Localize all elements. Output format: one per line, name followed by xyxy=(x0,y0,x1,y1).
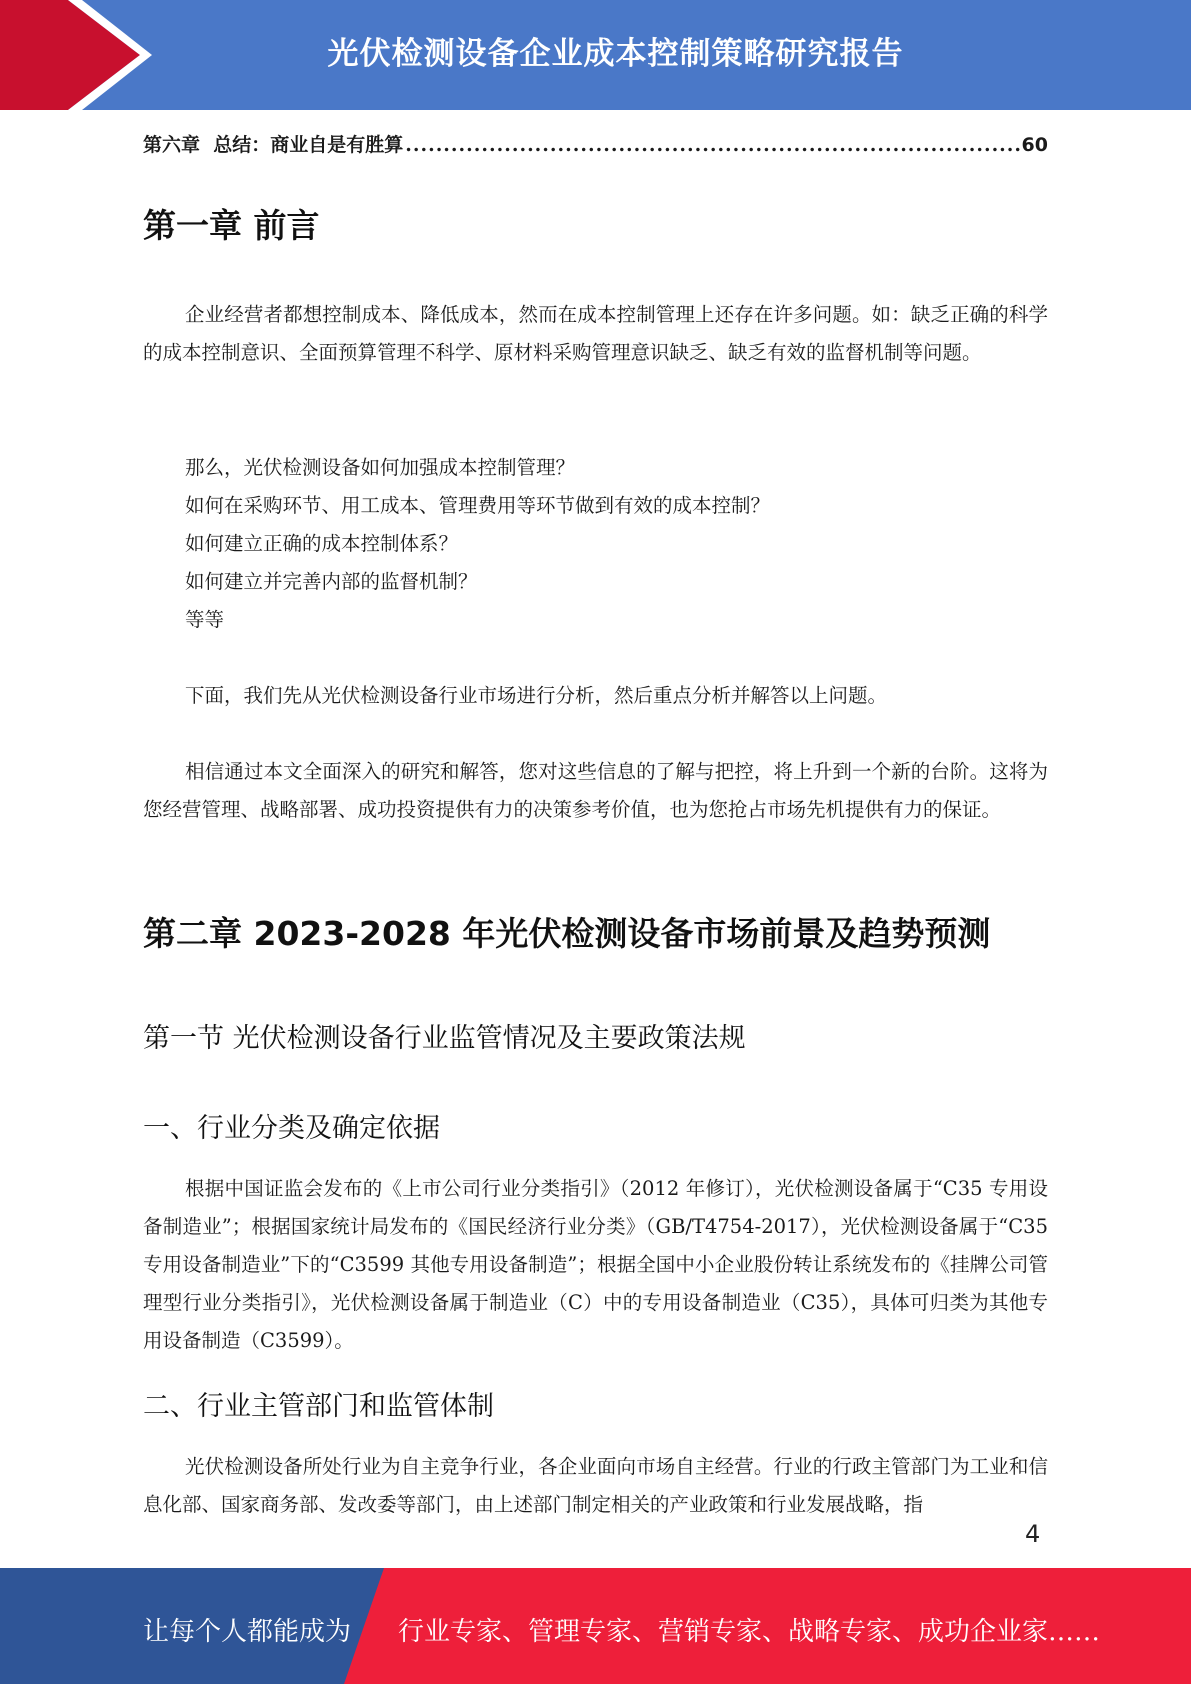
question-line: 等等 xyxy=(185,608,225,631)
question-line: 如何建立并完善内部的监督机制？ xyxy=(185,570,478,593)
body-paragraph: 根据中国证监会发布的《上市公司行业分类指引》（2012 年修订），光伏检测设备属于“C35 专用设备制造业”；根据国家统计局发布的《国民经济行业分类》（GB/T4754-2017），光伏检测设备属于“C35 专用设备制造业”下的“C3599 其他专用设备制造”；根据全国中小企业股份转让系统发布的《挂牌公司管理型行业分类指引》，光伏检测设备属于制造业（C）中的专用设备制造业（C35），具体可归类为其他专用设备制造（C3599）。 xyxy=(143,1177,1048,1352)
subsection-title: 一、行业分类及确定依据 xyxy=(143,1113,440,1144)
body-paragraph: 相信通过本文全面深入的研究和解答，您对这些信息的了解与把控，将上升到一个新的台阶。这将为您经营管理、战略部署、成功投资提供有力的决策参考价值，也为您抢占市场先机提供有力的保证。 xyxy=(143,760,1048,821)
toc-entry-label: 第六章 总结：商业自是有胜算 xyxy=(143,134,404,156)
toc-leader-dots xyxy=(405,134,1019,156)
toc-entry[interactable] xyxy=(143,130,1048,157)
page-number: 4 xyxy=(1025,1520,1041,1548)
toc-entry-page: 60 xyxy=(1021,134,1048,156)
chapter-title: 第一章 前言 xyxy=(143,206,320,245)
subsection-title: 二、行业主管部门和监管体制 xyxy=(143,1391,494,1422)
body-paragraph: 光伏检测设备所处行业为自主竞争行业，各企业面向市场自主经营。行业的行政主管部门为工业和信息化部、国家商务部、发改委等部门，由上述部门制定相关的产业政策和行业发展战略，指 xyxy=(143,1455,1048,1516)
section-title: 第一节 光伏检测设备行业监管情况及主要政策法规 xyxy=(143,1023,746,1054)
body-paragraph: 下面，我们先从光伏检测设备行业市场进行分析，然后重点分析并解答以上问题。 xyxy=(185,684,888,707)
header-title: 光伏检测设备企业成本控制策略研究报告 xyxy=(327,35,904,72)
footer-slogan-right: 行业专家、管理专家、营销专家、战略专家、成功企业家…… xyxy=(398,1617,1101,1647)
question-line: 如何在采购环节、用工成本、管理费用等环节做到有效的成本控制？ xyxy=(185,494,771,517)
chapter-title: 第二章 2023-2028 年光伏检测设备市场前景及趋势预测 xyxy=(143,914,991,953)
question-line: 如何建立正确的成本控制体系？ xyxy=(185,532,459,555)
question-line: 那么，光伏检测设备如何加强成本控制管理？ xyxy=(185,456,576,479)
footer-slogan-left: 让每个人都能成为 xyxy=(143,1617,352,1647)
page-header xyxy=(0,0,1191,110)
intro-paragraph: 企业经营者都想控制成本、降低成本，然而在成本控制管理上还存在许多问题。如：缺乏正确的科学的成本控制意识、全面预算管理不科学、原材料采购管理意识缺乏、缺乏有效的监督机制等问题。 xyxy=(143,303,1048,364)
